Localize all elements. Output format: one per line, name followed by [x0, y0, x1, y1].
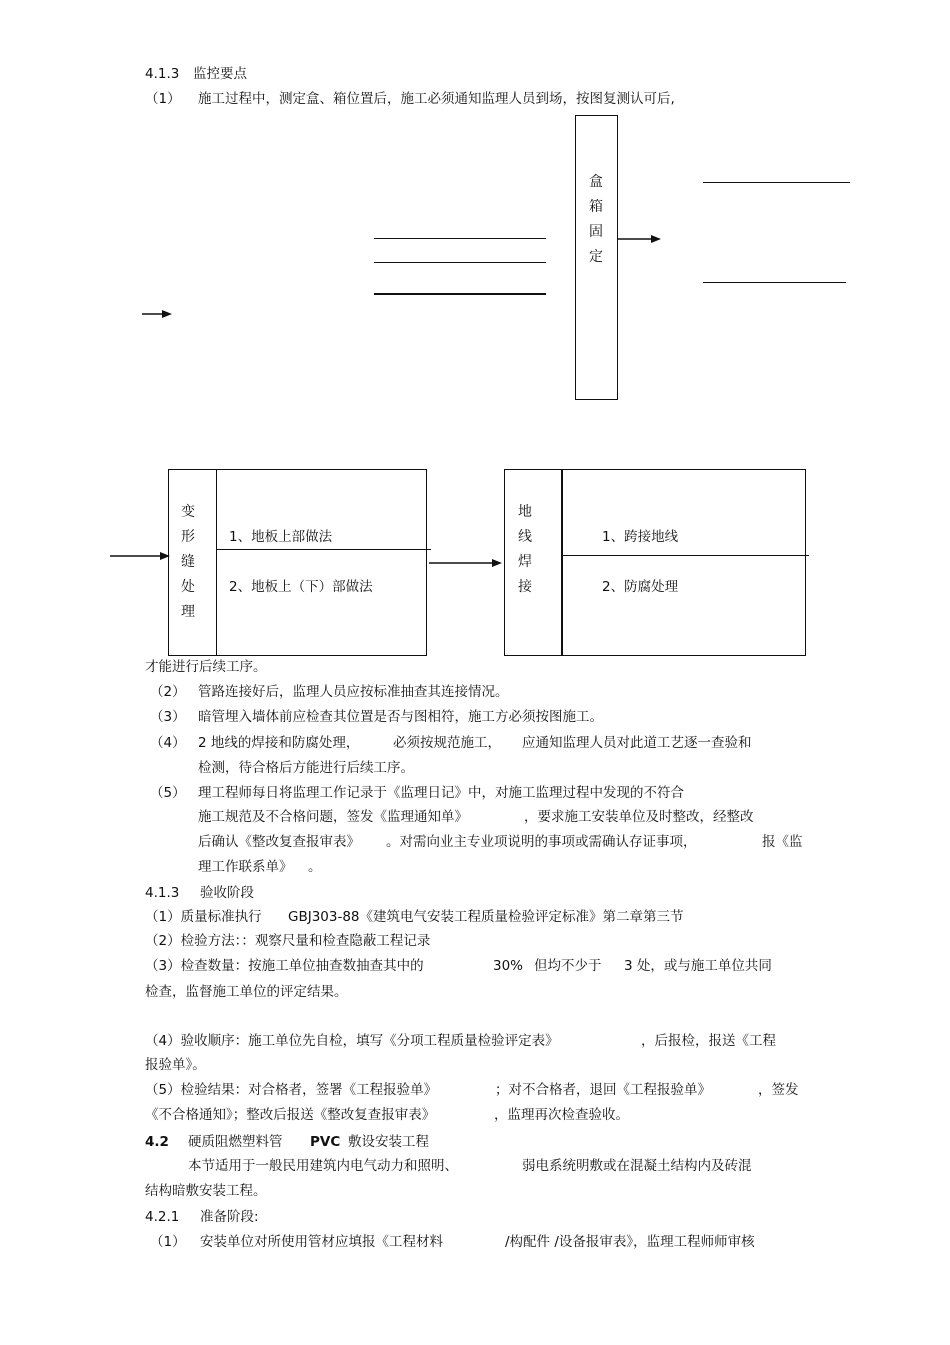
item-text: 2 地线的焊接和防腐处理，: [198, 735, 360, 751]
acceptance-item: （2）检验方法：：观察尺量和检查隐蔽工程记录: [145, 933, 431, 949]
box-expansion-joint: [168, 469, 427, 656]
item-text: 必须按规范施工，: [393, 735, 501, 751]
box-item: 1、地板上部做法: [229, 529, 333, 545]
item-text: 报《监: [762, 834, 803, 850]
box-divider: [561, 469, 563, 656]
form-line: [374, 262, 546, 263]
acceptance-item: ，监理再次检查验收。: [494, 1107, 629, 1123]
acceptance-item: （3）检查数量：按施工单位抽查数抽查其中的: [145, 958, 424, 974]
item-text: 后确认《整改复查报审表》: [198, 834, 360, 850]
acceptance-item: 检查，监督施工单位的评定结果。: [145, 984, 348, 1000]
section-number: 4.1.3: [145, 885, 180, 901]
box-item: 2、防腐处理: [602, 579, 679, 595]
item-text: 理工程师每日将监理工作记录于《监理日记》中，对施工监理过程中发现的不符合: [198, 785, 684, 801]
item-text: 施工规范及不合格问题，签发《监理通知单》: [198, 809, 468, 825]
box-divider: [216, 469, 217, 656]
item-text: 。: [308, 859, 322, 875]
paragraph-text: 弱电系统明敷或在混凝土结构内及砖混: [522, 1158, 752, 1174]
acceptance-item: （1）质量标准执行: [145, 909, 262, 925]
acceptance-item: GBJ303-88《建筑电气安装工程质量检验评定标准》第二章第三节: [288, 909, 684, 925]
section-number: 4.2.1: [145, 1209, 180, 1225]
item-number: （1）: [145, 91, 181, 107]
acceptance-item: 3 处，或与施工单位共同: [624, 958, 772, 974]
acceptance-item: ，后报检，报送《工程: [641, 1033, 776, 1049]
form-line: [703, 182, 850, 183]
acceptance-item: 《不合格通知》；整改后报送《整改复查报审表》: [145, 1107, 436, 1123]
acceptance-item: 但均不少于: [534, 958, 602, 974]
box-divider: [216, 549, 431, 550]
section-title: 敷设安装工程: [348, 1134, 429, 1150]
arrow-right-icon: [142, 308, 174, 320]
item-text: 暗管埋入墙体前应检查其位置是否与图相符，施工方必须按图施工。: [198, 709, 603, 725]
box-item: 1、跨接地线: [602, 529, 679, 545]
item-text: 安装单位对所使用管材应填报《工程材料: [200, 1234, 443, 1250]
item-text: /构配件 /设备报审表》，监理工程师师审核: [505, 1234, 755, 1250]
item-text: ，要求施工安装单位及时整改，经整改: [524, 809, 754, 825]
item-number: （1）: [150, 1234, 186, 1250]
acceptance-item: （5）检验结果：对合格者，签署《工程报验单》: [145, 1082, 438, 1098]
paragraph-text: 结构暗敷安装工程。: [145, 1183, 267, 1199]
item-text: 检测，待合格后方能进行后续工序。: [198, 760, 414, 776]
section-title: 硬质阻燃塑料管: [188, 1134, 283, 1150]
box-fix-label: 盒 箱 固 定: [589, 174, 603, 265]
item-text: 应通知监理人员对此道工艺逐一查验和: [522, 735, 752, 751]
box-expansion-joint-label: 变 形 缝 处 理: [181, 504, 195, 620]
paragraph-text: 本节适用于一般民用建筑内电气动力和照明、: [188, 1158, 458, 1174]
box-divider: [561, 555, 809, 556]
item-text: 管路连接好后，监理人员应按标准抽查其连接情况。: [198, 684, 509, 700]
section-number: 4.2: [145, 1134, 169, 1150]
box-ground-weld: [504, 469, 806, 656]
form-line: [374, 238, 546, 239]
item-text: 。对需向业主专业项说明的事项或需确认存证事项，: [386, 834, 697, 850]
section-number: 4.1.3: [145, 66, 180, 82]
item-number: （5）: [150, 785, 186, 801]
arrow-right-icon: [110, 550, 172, 562]
acceptance-item: （4）验收顺序：施工单位先自检，填写《分项工程质量检验评定表》: [145, 1033, 559, 1049]
form-line: [374, 293, 546, 295]
arrow-right-icon: [429, 557, 504, 569]
item-text: 施工过程中，测定盒、箱位置后，施工必须通知监理人员到场，按图复测认可后,: [198, 91, 675, 107]
item-number: （2）: [150, 684, 186, 700]
section-title-pvc: PVC: [310, 1134, 341, 1150]
arrow-right-icon: [618, 233, 663, 245]
paragraph-text: 才能进行后续工序。: [145, 659, 267, 675]
item-number: （3）: [150, 709, 186, 725]
acceptance-item: 30%: [493, 958, 524, 974]
section-title: 监控要点: [193, 66, 247, 82]
section-title: 验收阶段: [200, 885, 254, 901]
item-text: 理工作联系单》: [198, 859, 293, 875]
item-number: （4）: [150, 735, 186, 751]
acceptance-item: ，签发: [758, 1082, 799, 1098]
acceptance-item: ；对不合格者，退回《工程报验单》: [495, 1082, 711, 1098]
form-line: [703, 282, 846, 283]
acceptance-item: 报验单》。: [145, 1057, 206, 1073]
box-item: 2、地板上（下）部做法: [229, 579, 373, 595]
box-ground-weld-label: 地 线 焊 接: [518, 504, 532, 595]
section-title: 准备阶段:: [200, 1209, 259, 1225]
